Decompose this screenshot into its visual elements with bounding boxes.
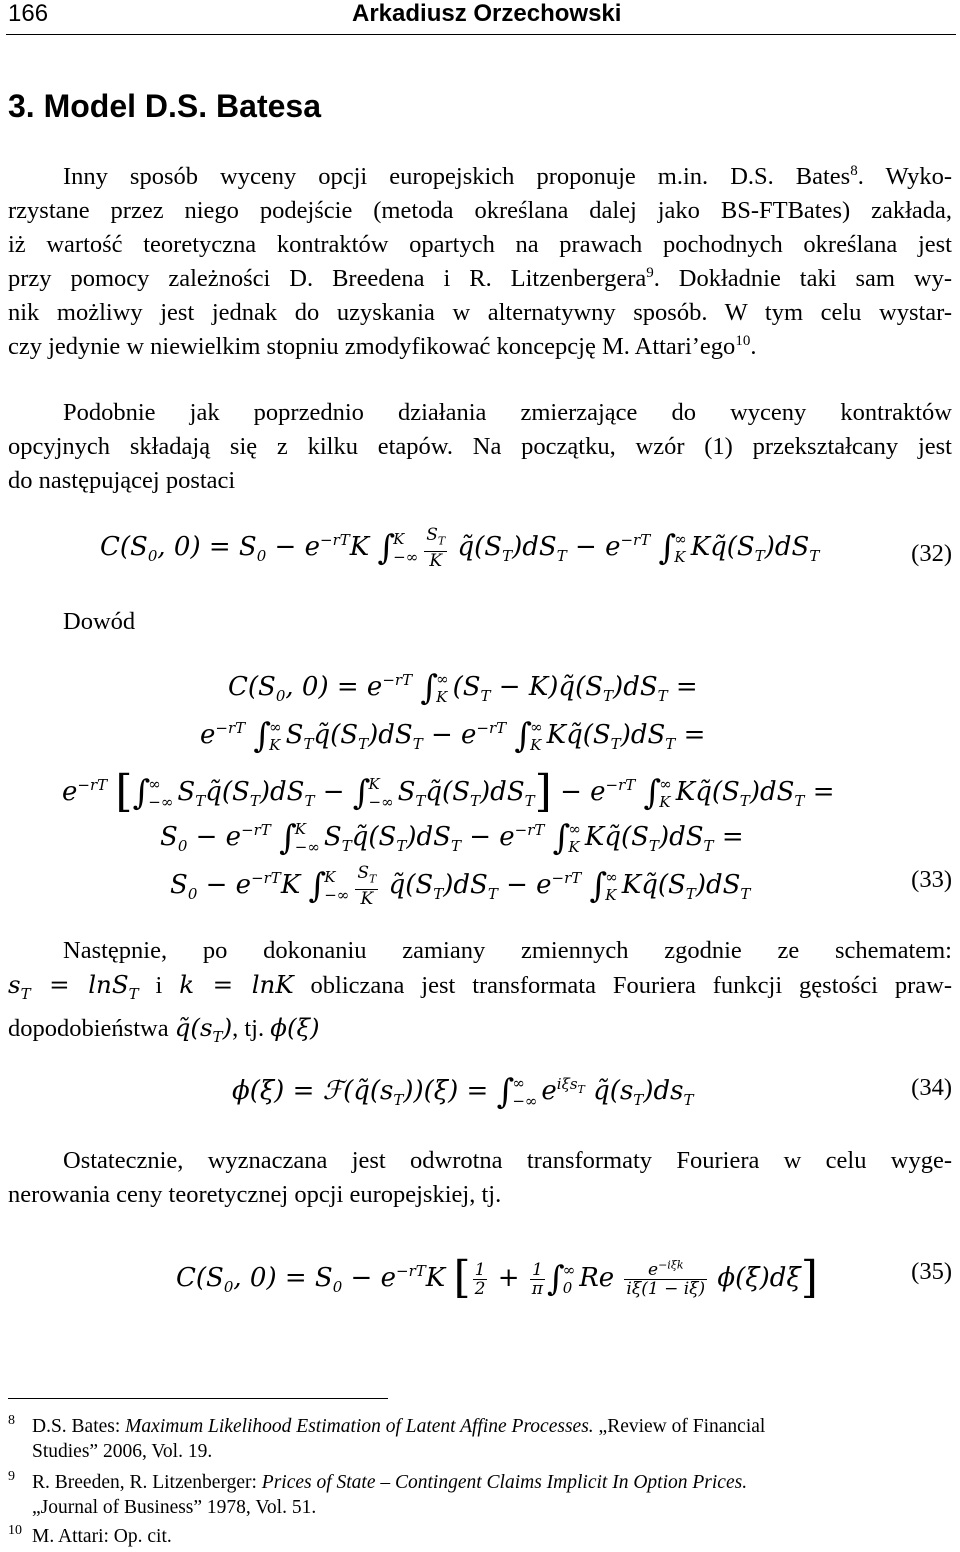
page-number: 166 <box>8 0 49 27</box>
equation-number-35: (35) <box>911 1258 952 1285</box>
equation-number-33: (33) <box>911 866 952 893</box>
paragraph-line: opcyjnych składają się z kilku etapów. Na początku, wzór (1) przekształcany jest <box>8 433 952 460</box>
paragraph-line: rzystane przez niego podejście (metoda określana dalej jako BS-FTBates) zakłada, <box>8 197 952 224</box>
paragraph-inverse <box>8 1144 952 1212</box>
paragraph-line: Podobnie jak poprzednio działania zmierzające do wyceny kontraktów <box>63 399 952 426</box>
paragraph-line: Następnie, po dokonaniu zamiany zmiennych zgodnie ze schematem: <box>63 937 952 964</box>
equation-33-line-1: $C(S_0$, $0) = e^{-rT}$ ∫ ∞ K ($S_T$ − $K)q̃(S_T)dS_T$ = <box>228 668 698 708</box>
equation-35: $C(S_0$, $0) = S_0 - e^{-rT}K$ [ $\frac{1}{2}$ + $\frac{1}{\pi}$ ∫ ∞ 0 Re $\frac{e^{-i\xi k}}{i\xi(1 - i\xi)}$ ϕ(ξ)dξ] <box>176 1252 818 1303</box>
proof-label: Dowód <box>63 608 136 635</box>
header-rule <box>6 34 956 35</box>
footnote-mark: 8 <box>8 1413 15 1428</box>
paragraph-fourier <box>8 934 952 1054</box>
equation-33-line-4: $S_0 - e^{-rT}$ ∫ K −∞ $S_Tq̃(S_T)dS_T - e^{-rT}$ ∫ ∞ K $Kq̃(S_T)dS_T$ = <box>160 818 744 858</box>
equation-33-line-2: $e^{-rT}$ ∫ ∞ K $S_Tq̃(S_T)dS_T - e^{-rT}$ ∫ ∞ K $Kq̃(S_T)dS_T$ = <box>200 716 706 756</box>
paragraph-intro <box>8 160 952 364</box>
equation-34: $\phi(\xi) = ℱ(q̃(s_T))(\xi)$ = ∫ ∞ −∞ $e^{i\xi s_T}$ $q̃(s_T)ds_T$ <box>232 1072 694 1112</box>
paragraph-line: Ostatecznie, wyznaczana jest odwrotna transformaty Fouriera w celu wyge- <box>63 1147 952 1174</box>
inline-formula-density: $q̃(s_T)$ <box>174 1013 233 1046</box>
paragraph-line: nik możliwy jest jednak do uzyskania w alternatywny sposób. W tym celu wystar- <box>8 299 952 326</box>
equation-33-line-5: $S_0 - e^{-rT}K$ ∫ K −∞ $\frac{S_T}{K}$ $q̃(S_T)dS_T - e^{-rT}$ ∫ ∞ K $Kq̃(S_T)dS_T$ <box>170 863 751 909</box>
footnote-mark: 9 <box>8 1469 15 1484</box>
section-title: 3. Model D.S. Batesa <box>8 88 321 124</box>
paragraph-line: do następującej postaci <box>8 467 236 494</box>
paragraph-line: czy jedynie w niewielkim stopniu zmodyfikować koncepcję M. Attari’ego$^{10}$. <box>8 332 757 360</box>
page-header <box>0 0 960 40</box>
paragraph-line: iż wartość teoretyczna kontraktów opartych na prawach pochodnych określana jest <box>8 231 952 258</box>
equation-33-line-3: $e^{-rT}$ [∫ ∞ −∞ $S_Tq̃(S_T)dS_T$ − ∫ K −∞ $S_Tq̃(S_T)dS_T] - e^{-rT}$ ∫ ∞ K $Kq̃(S_T)dS_T$ = <box>62 766 835 817</box>
paragraph-line: przy pomocy zależności D. Breedena i R. Litzenbergera$^9$. Dokładnie taki sam wy- <box>8 264 952 292</box>
paragraph-line: nerowania ceny teoretycznej opcji europejskiej, tj. <box>8 1181 502 1208</box>
inline-formula-k: k = lnK <box>179 970 294 999</box>
paragraph-line: dopodobieństwa $q̃(s_T)$, tj. ϕ(ξ) <box>8 1013 320 1046</box>
footnote-rule <box>8 1398 388 1399</box>
paragraph-transform <box>8 396 952 498</box>
equation-number-34: (34) <box>911 1074 952 1101</box>
footnote-10: 10 M. Attari: Op. cit. <box>8 1524 958 1549</box>
equation-number-32: (32) <box>911 540 952 567</box>
inline-formula-phi: ϕ(ξ) <box>270 1013 320 1042</box>
paragraph-line: Inny sposób wyceny opcji europejskich proponuje m.in. D.S. Bates$^8$. Wyko- <box>63 162 953 190</box>
inline-formula-sT: $s_T = \ln S_T$ <box>8 970 139 1003</box>
footnote-mark: 10 <box>8 1523 22 1538</box>
footnote-8: 8 D.S. Bates: Maximum Likelihood Estimation of Latent Affine Processes. „Review of Financial Studies” 2006, Vol. 19. <box>8 1414 958 1464</box>
footnote-ref-10[interactable]: 10 <box>735 332 751 349</box>
equation-32: $C(S_0$, $0) = S_0 - e^{-rT}K$ ∫ K −∞ $\frac{S_T}{K}$ $q̃(S_T)dS_T - e^{-rT}$ ∫ ∞ K $Kq̃(S_T)dS_T$ <box>100 525 820 571</box>
footnote-ref-8[interactable]: 8 <box>850 162 858 179</box>
footnote-ref-9[interactable]: 9 <box>646 264 654 281</box>
paragraph-line: $s_T = \ln S_T$ i k = lnK obliczana jest transformata Fouriera funkcji gęstości praw- <box>8 970 953 1003</box>
running-head-author: Arkadiusz Orzechowski <box>352 0 622 27</box>
footnote-9: 9 R. Breeden, R. Litzenberger: Prices of State – Contingent Claims Implicit In Option Prices. „Journal of Business” 1978, Vol. 51. <box>8 1470 958 1520</box>
